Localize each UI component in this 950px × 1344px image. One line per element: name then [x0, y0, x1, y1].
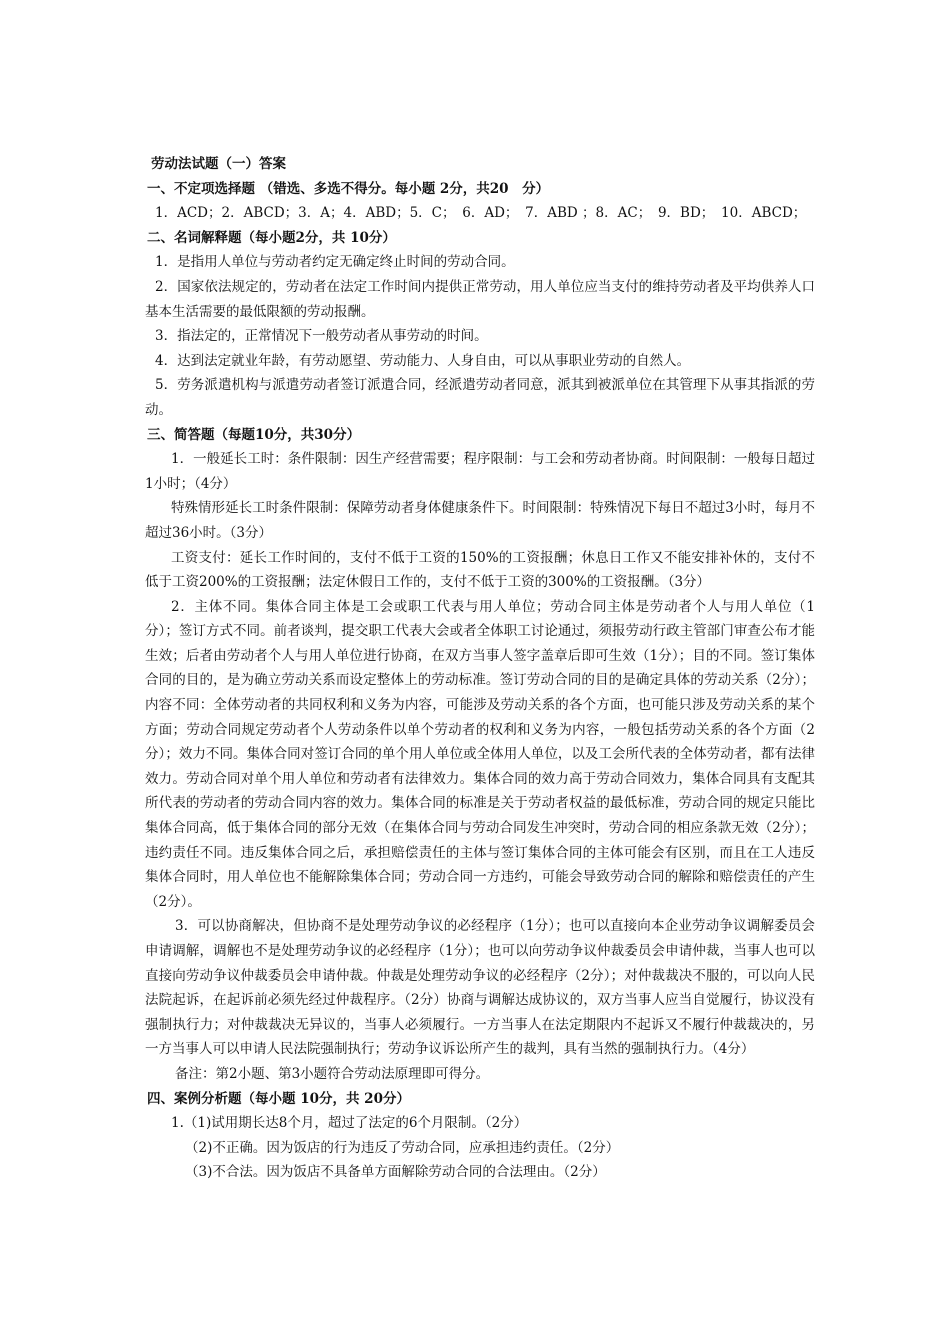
short-answer-1-part-2: 特殊情形延长工时条件限制：保障劳动者身体健康条件下。时间限制：特殊情况下每日不超过3小时，每月不超过36小时。（3分）	[145, 500, 815, 541]
case-answer-1: 1.（1)试用期长达8个月，超过了法定的6个月限制。（2分）	[171, 1115, 528, 1132]
document-title: 劳动法试题（一）答案	[151, 156, 286, 172]
short-answer-3: 3．可以协商解决，但协商不是处理劳动争议的必经程序（1分）；也可以直接向本企业劳动争议调解委员会申请调解，调解也不是处理劳动争议的必经程序（1分）；也可以向劳动争议仲裁委员会申请仲裁，当事人也可以直接向劳动争议仲裁委员会申请仲裁。仲裁是处理劳动争议的必经程序（2分）；对仲裁裁决不服的，可以向人民法院起诉，在起诉前必须先经过仲裁程序。（2分）协商与调解达成协议的，双方当事人应当自觉履行，协议没有强制执行力；对仲裁裁决无异议的，当事人必须履行。一方当事人在法定期限内不起诉又不履行仲裁裁决的，另一方当事人可以申请人民法院强制执行；劳动争议诉讼所产生的裁判，具有当然的强制执行力。（4分）	[145, 918, 815, 1058]
section-1-heading: 一、不定项选择题 （错选、多选不得分。每小题 2分，共20 分）	[147, 180, 550, 197]
section-1-answers: 1．ACD；2．ABCD；3．A；4．ABD；5．C； 6．AD； 7．ABD ；8．AC； 9．BD； 10．ABCD；	[155, 205, 807, 222]
section-2-heading: 二、名词解释题（每小题2分，共 10分）	[147, 229, 396, 246]
case-answer-2: （2)不正确。因为饭店的行为违反了劳动合同，应承担违约责任。（2分）	[185, 1139, 620, 1156]
case-answer-3: （3)不合法。因为饭店不具备单方面解除劳动合同的合法理由。（2分）	[185, 1164, 606, 1181]
section-3-heading: 三、简答题（每题10分，共30分）	[147, 426, 361, 443]
definition-item-2: 2．国家依法规定的，劳动者在法定工作时间内提供正常劳动，用人单位应当支付的维持劳动者及平均供养人口基本生活需要的最低限额的劳动报酬。	[145, 278, 815, 320]
definition-item-5: 5．劳务派遣机构与派遣劳动者签订派遣合同，经派遣劳动者同意，派其到被派单位在其管理下从事其指派的劳动。	[145, 377, 815, 418]
short-answer-2: 2．主体不同。集体合同主体是工会或职工代表与用人单位；劳动合同主体是劳动者个人与用人单位（1分）；签订方式不同。前者谈判，提交职工代表大会或者全体职工讨论通过，须报劳动行政主管部门审查公布才能生效；后者由劳动者个人与用人单位进行协商，在双方当事人签字盖章后即可生效（1分）；目的不同。签订集体合同的目的，是为确立劳动关系而设定整体上的劳动标准。签订劳动合同的目的是确定具体的劳动关系（2分）；内容不同：全体劳动者的共同权利和义务为内容，可能涉及劳动关系的各个方面，也可能只涉及劳动关系的某个方面；劳动合同规定劳动者个人劳动条件以单个劳动者的权利和义务为内容，一般包括劳动关系的各个方面（2分）；效力不同。集体合同对签订合同的单个用人单位或全体用人单位，以及工会所代表的全体劳动者，都有法律效力。劳动合同对单个用人单位和劳动者有法律效力。集体合同的效力高于劳动合同效力，集体合同具有支配其所代表的劳动者的劳动合同内容的效力。集体合同的标准是关于劳动者权益的最低标准，劳动合同的规定只能比集体合同高，低于集体合同的部分无效（在集体合同与劳动合同发生冲突时，劳动合同的相应条款无效（2分）；违约责任不同。违反集体合同之后，承担赔偿责任的主体与签订集体合同的主体可能会有区别，而且在工人违反集体合同时，用人单位也不能解除集体合同；劳动合同一方违约，可能会导致劳动合同的解除和赔偿责任的产生（2分）。	[145, 598, 815, 910]
short-answer-note: 备注：第2小题、第3小题符合劳动法原理即可得分。	[175, 1065, 490, 1082]
definition-item-4: 4．达到法定就业年龄，有劳动愿望、劳动能力、人身自由，可以从事职业劳动的自然人。	[155, 352, 691, 369]
document-body	[145, 152, 815, 1185]
definition-item-3: 3．指法定的，正常情况下一般劳动者从事劳动的时间。	[155, 328, 488, 345]
short-answer-1-part-1: 1．一般延长工时：条件限制：因生产经营需要；程序限制：与工会和劳动者协商。时间限制：一般每日超过1小时；（4分）	[145, 451, 815, 492]
short-answer-1-part-3: 工资支付：延长工作时间的，支付不低于工资的150%的工资报酬；休息日工作又不能安排补休的，支付不低于工资200%的工资报酬；法定休假日工作的，支付不低于工资的300%的工资报酬。（3分）	[145, 549, 815, 591]
definition-item-1: 1．是指用人单位与劳动者约定无确定终止时间的劳动合同。	[155, 254, 515, 271]
section-4-heading: 四、案例分析题（每小题 10分，共 20分）	[147, 1090, 410, 1107]
